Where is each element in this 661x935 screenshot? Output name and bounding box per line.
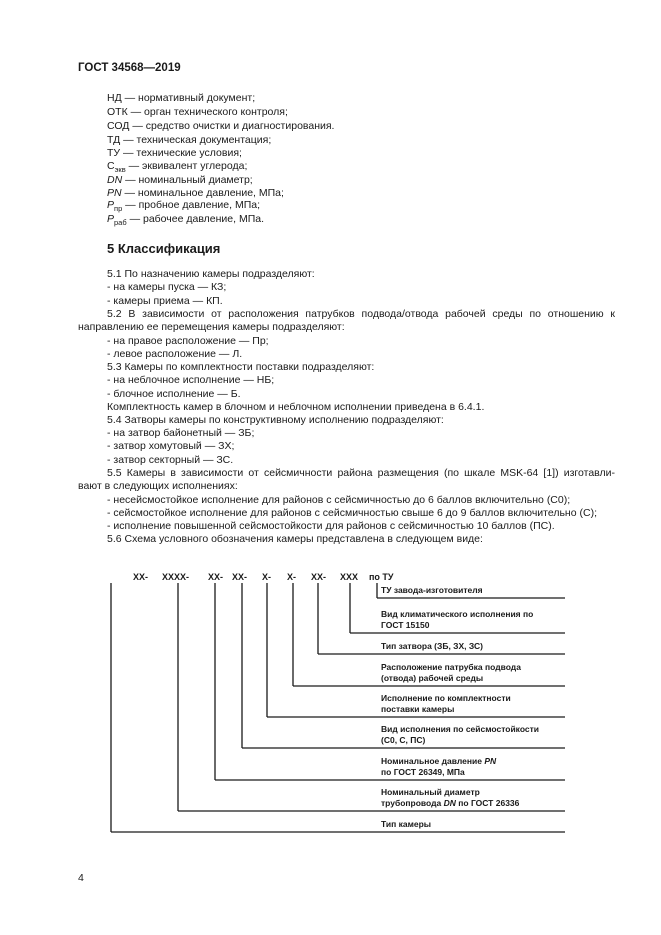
list-item: - левое расположение — Л.: [107, 348, 243, 360]
paragraph-line: вают в следующих исполнениях:: [78, 480, 238, 492]
abbreviation-subscript: пр: [114, 204, 123, 214]
diagram-label-line: Тип затвора (ЗБ, ЗХ, ЗС): [381, 641, 483, 651]
abbreviation-term: ТД: [107, 134, 121, 146]
code-segment: XX-: [311, 572, 327, 582]
paragraph-line: Комплектность камер в блочном и неблочном исполнении приведена в 6.4.1.: [107, 401, 485, 413]
abbreviation-term: P: [107, 213, 115, 225]
page-number: 4: [78, 872, 84, 884]
diagram-label: [381, 724, 539, 746]
code-segment: XXX: [340, 572, 359, 582]
diagram-label: [381, 662, 521, 684]
diagram-label: [381, 585, 483, 596]
abbreviation-definition: — техническая документация;: [120, 134, 272, 146]
abbreviation-definition: — пробное давление, МПа;: [122, 199, 261, 211]
code-segment: X-: [262, 572, 271, 582]
list-item: - затвор секторный — ЗС.: [107, 454, 234, 466]
diagram-label-line: по ГОСТ 26349, МПа: [381, 767, 465, 777]
diagram-label: [381, 787, 519, 809]
abbreviation-definition: — технические условия;: [120, 147, 242, 159]
diagram-label-line: Расположение патрубка подвода: [381, 662, 521, 672]
paragraph-line: 5.4 Затворы камеры по конструктивному исполнению подразделяют:: [107, 414, 444, 426]
section-title: 5 Классификация: [107, 241, 221, 256]
diagram-label-line: [381, 798, 519, 809]
diagram-label-line: Вид исполнения по сейсмостойкости: [381, 724, 540, 734]
diagram-label-line: поставки камеры: [381, 704, 455, 714]
list-item: - на затвор байонетный — ЗБ;: [107, 427, 255, 439]
code-segment: X-: [287, 572, 296, 582]
paragraph-line: 5.5 Камеры в зависимости от сейсмичности района размещения (по шкале MSK-64 [1]) изготавли-: [107, 467, 615, 479]
diagram-label: [381, 756, 496, 778]
code-segment: XXXX-: [162, 572, 190, 582]
diagram-label-text: трубопровода: [381, 798, 444, 808]
diagram-label-line: Исполнение по комплектности: [381, 693, 511, 703]
paragraph-line: направлению ее перемещения камеры подразделяют:: [78, 321, 345, 333]
abbreviation-definition: — средство очистки и диагностирования.: [129, 120, 335, 132]
list-item: - блочное исполнение — Б.: [107, 388, 241, 400]
diagram-label-symbol: DN: [443, 798, 456, 808]
list-item: - камеры приема — КП.: [107, 295, 223, 307]
abbreviation-definition: — орган технического контроля;: [127, 106, 288, 118]
code-segment: XX-: [133, 572, 149, 582]
diagram-label-text: Номинальное давление: [381, 756, 485, 766]
diagram-label-symbol: PN: [484, 756, 497, 766]
diagram-label: [381, 819, 431, 830]
abbreviation-definition: — нормативный документ;: [121, 92, 256, 104]
abbreviation-definition: — рабочее давление, МПа.: [126, 213, 265, 225]
diagram-label: [381, 609, 533, 631]
diagram-label-line: Номинальный диаметр: [381, 787, 480, 797]
diagram-label-line: ТУ завода-изготовителя: [381, 585, 483, 595]
abbreviation-subscript: раб: [114, 218, 127, 228]
abbreviation-definition: — номинальный диаметр;: [122, 174, 253, 186]
list-item: - на правое расположение — Пр;: [107, 335, 269, 347]
abbreviation-term: ОТК: [107, 106, 128, 118]
list-item: - затвор хомутовый — ЗХ;: [107, 440, 235, 452]
abbreviation-term: PN: [107, 187, 122, 199]
diagram-label-text: по ГОСТ 26336: [455, 798, 520, 808]
diagram-label: [381, 641, 483, 652]
document-header: ГОСТ 34568—2019: [78, 62, 181, 74]
abbreviation-term: ТУ: [107, 147, 121, 159]
diagram-label-line: Тип камеры: [381, 819, 432, 829]
abbreviation-term: СОД: [107, 120, 130, 132]
diagram-label-line: [381, 756, 496, 767]
diagram-label: [381, 693, 511, 715]
diagram-label-line: ГОСТ 15150: [381, 620, 430, 630]
code-segment: XX-: [232, 572, 248, 582]
list-item: - сейсмостойкое исполнение для районов с сейсмичностью свыше 6 до 9 баллов включительно (С);: [107, 507, 597, 519]
list-item: - исполнение повышенной сейсмостойкости для районов с сейсмичностью 10 баллов (ПС).: [107, 520, 555, 532]
diagram-label-line: (С0, С, ПС): [381, 735, 426, 745]
paragraph-line: 5.1 По назначению камеры подразделяют:: [107, 268, 315, 280]
code-segment: XX-: [208, 572, 224, 582]
paragraph-line: 5.3 Камеры по комплектности поставки подразделяют:: [107, 361, 375, 373]
list-item: - на камеры пуска — КЗ;: [107, 281, 227, 293]
diagram-label-line: (отвода) рабочей среды: [381, 673, 484, 683]
paragraph-line: 5.2 В зависимости от расположения патрубков подвода/отвода рабочей среды по отношению к: [107, 308, 615, 320]
list-item: - на неблочное исполнение — НБ;: [107, 374, 275, 386]
diagram-label-line: Вид климатического исполнения по: [381, 609, 534, 619]
list-item: - несейсмостойкое исполнение для районов с сейсмичностью до 6 баллов включительно (С0);: [107, 494, 571, 506]
code-segment: по ТУ: [369, 572, 394, 582]
abbreviation-definition: — эквивалент углерода;: [125, 160, 248, 172]
abbreviation-term: P: [107, 199, 115, 211]
abbreviation-subscript: экв: [114, 165, 126, 175]
paragraph-line: 5.6 Схема условного обозначения камеры представлена в следующем виде:: [107, 533, 483, 545]
abbreviation-term: НД: [107, 92, 122, 104]
abbreviation-term: DN: [107, 174, 123, 186]
abbreviation-definition: — номинальное давление, МПа;: [121, 187, 284, 199]
abbreviation-term: С: [107, 160, 115, 172]
